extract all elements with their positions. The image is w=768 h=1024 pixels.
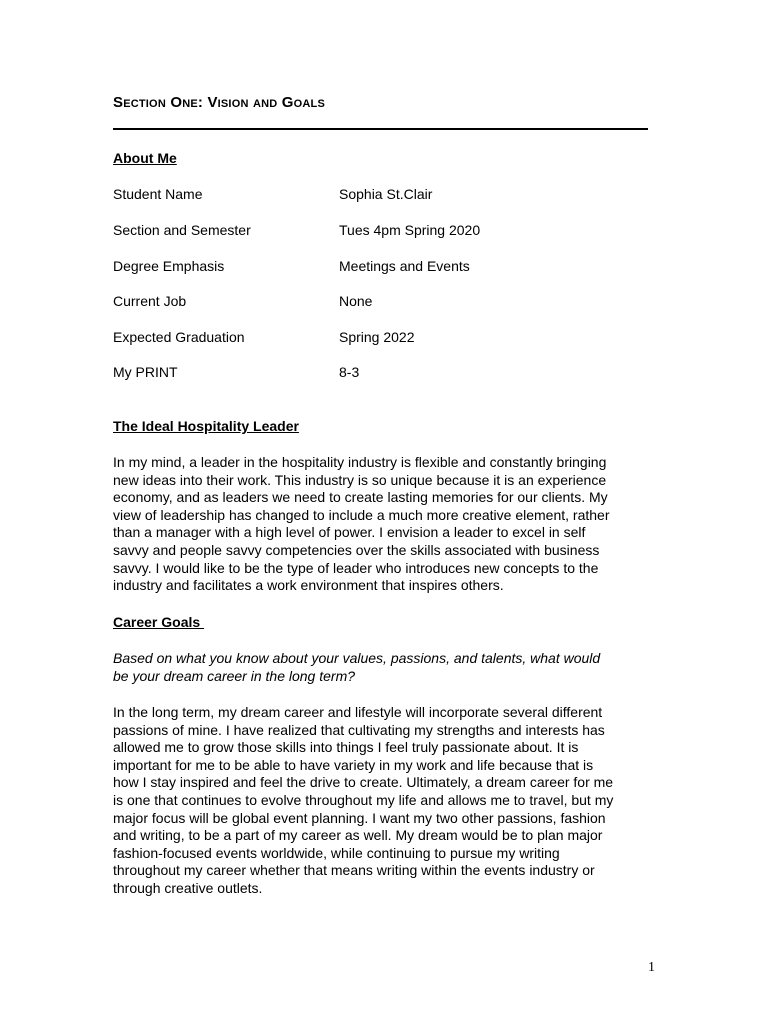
paragraph-line: In the long term, my dream career and lifestyle will incorporate several different [113,704,603,720]
paragraph-line: allowed me to grow those skills into things I feel truly passionate about. It is [113,739,579,756]
paragraph-line: passions of mine. I have realized that cultivating my strengths and interests has [113,721,605,738]
ideal-leader-heading: The Ideal Hospitality Leader [113,418,299,434]
paragraph-line: throughout my career whether that means writing within the events industry or [113,862,595,879]
paragraph-line: economy, and as leaders we need to create lasting memories for our clients. My [113,489,608,506]
question-line: be your dream career in the long term? [113,667,356,684]
career-goals-question [113,650,653,685]
paragraph-line: and writing, to be a part of my career as well. My dream would be to plan major [113,827,603,844]
career-goals-heading: Career Goals [113,614,205,630]
paragraph-line: important for me to be able to have variety in my work and life because that is [113,756,594,773]
info-label: Section and Semester [113,222,251,238]
info-label: Expected Graduation [113,329,245,345]
paragraph-line: is one that continues to evolve throughout my life and allows me to travel, but my [113,791,614,808]
paragraph-line: savvy. I would like to be the type of leader who introduces new concepts to the [113,559,599,576]
info-label: Student Name [113,186,203,202]
info-value: Meetings and Events [339,258,470,274]
info-value: Tues 4pm Spring 2020 [339,222,481,238]
paragraph-line: than a manager with a high level of power. I envision a leader to excel in self [113,524,586,541]
info-value: None [339,293,373,309]
paragraph-line: through creative outlets. [113,879,263,896]
paragraph-line: In my mind, a leader in the hospitality industry is flexible and constantly bringing [113,454,607,470]
paragraph-line: major focus will be global event planning. I want my two other passions, fashion [113,809,606,826]
paragraph-line: view of leadership has changed to include a much more creative element, rather [113,506,610,523]
info-label: Current Job [113,293,187,309]
page-number: 1 [648,960,655,975]
career-goals-answer [113,704,653,898]
paragraph-line: how I stay inspired and feel the drive to create. Ultimately, a dream career for me [113,774,614,791]
title-divider [113,128,648,130]
info-value: Spring 2022 [339,329,415,345]
paragraph-line: fashion-focused events worldwide, while continuing to pursue my writing [113,844,560,861]
ideal-leader-paragraph [113,454,653,595]
section-title: Section One: Vision and Goals [113,94,325,111]
info-label: My PRINT [113,364,178,380]
question-line: Based on what you know about your values, passions, and talents, what would [113,650,601,666]
info-value: Sophia St.Clair [339,186,433,202]
paragraph-line: industry and facilitates a work environment that inspires others. [113,577,504,594]
paragraph-line: savvy and people savvy competencies over the skills associated with business [113,541,600,558]
info-label: Degree Emphasis [113,258,225,274]
paragraph-line: new ideas into their work. This industry is so unique because it is an experience [113,471,607,488]
about-me-heading: About Me [113,150,177,166]
info-value: 8-3 [339,364,360,380]
